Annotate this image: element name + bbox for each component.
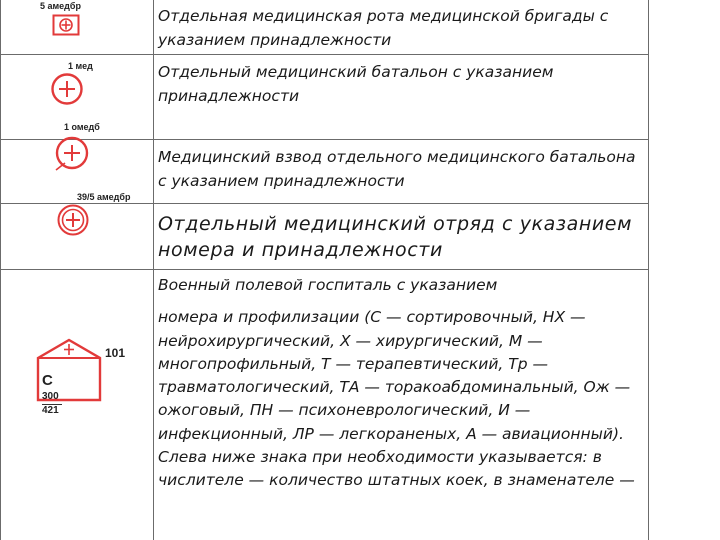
table-column-divider	[153, 0, 154, 540]
hospital-profile-letter: С	[42, 372, 53, 389]
row-divider	[0, 54, 649, 55]
beds-numerator: 300	[42, 391, 59, 402]
row-description: Отдельная медицинская рота медицинской бригады с указанием принадлежности	[158, 7, 609, 49]
row-description-first-line: Военный полевой госпиталь с указанием	[158, 276, 498, 294]
red-double-circle-cross-icon	[56, 203, 90, 237]
row-description-body: номера и профилизации (С — сортировочный, НХ — нейрохирургический, Х — хирургический, М — многопрофильный, Т — терапевтический, Тр — травматологический, ТА — торакоабдоминальный, Ож — ожоговый, ПН — психоневрологический, И — инфекционный, ЛР — легкораненых, А — авиационный). Слева ниже знака при необходимости указывается: в числителе — количество штатных коек, в знаменателе —	[158, 308, 635, 490]
row-divider	[0, 139, 649, 140]
symbol-label: 1 мед	[68, 61, 93, 71]
row-divider	[0, 203, 649, 204]
table-left-border	[0, 0, 1, 540]
table-right-border	[648, 0, 649, 540]
row-description: Медицинский взвод отдельного медицинского батальона с указанием принадлежности	[158, 148, 636, 190]
symbol-label: 39/5 амедбр	[77, 192, 131, 202]
row-description: Отдельный медицинский отряд с указанием номера и принадлежности	[158, 213, 633, 261]
row-divider	[0, 269, 649, 270]
symbol-label: 1 омедб	[64, 122, 100, 132]
beds-denominator: 421	[42, 405, 59, 416]
row-description	[158, 274, 648, 493]
red-square-cross-icon	[52, 14, 80, 36]
row-description: Отдельный медицинский батальон с указанием принадлежности	[158, 63, 554, 105]
red-circle-cross-icon	[50, 72, 84, 106]
symbol-label: 5 амедбр	[40, 1, 81, 11]
red-circle-cross-diagonal-icon	[52, 134, 92, 172]
hospital-number-label: 101	[105, 346, 126, 360]
